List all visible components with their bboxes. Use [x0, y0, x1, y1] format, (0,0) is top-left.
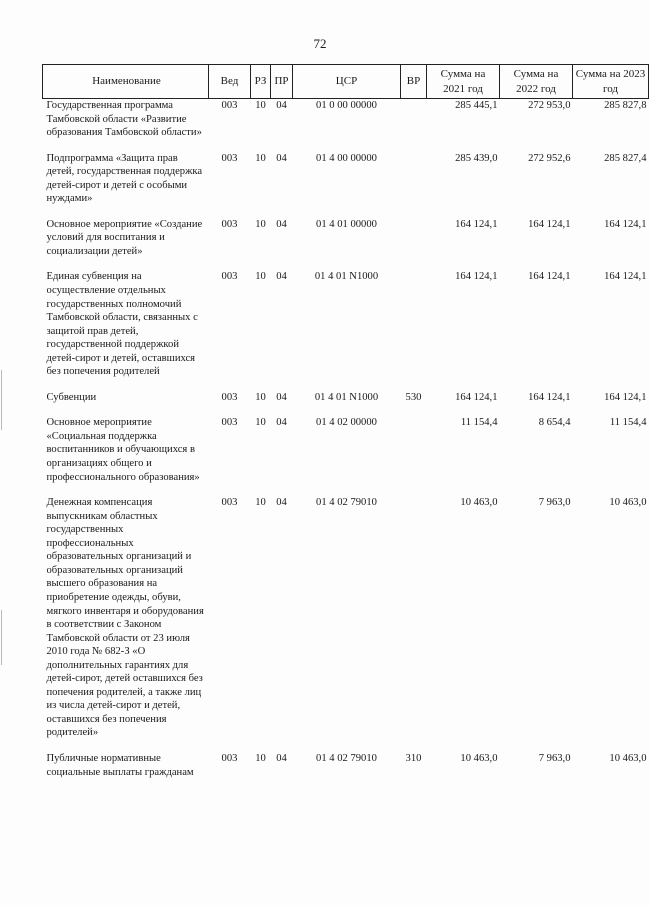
- row-sum-2021: 285 445,1: [455, 100, 498, 111]
- row-sum-2022: 7 963,0: [538, 497, 571, 509]
- row-vr: [401, 270, 427, 390]
- row-rz: 10: [255, 218, 266, 230]
- row-sum-2023: 164 124,1: [604, 391, 647, 403]
- row-sum-2023: 285 827,4: [604, 152, 647, 164]
- row-ved: 003: [221, 417, 238, 429]
- row-csr: 01 4 01 N1000: [314, 391, 379, 403]
- row-vr: 310: [405, 752, 422, 764]
- row-sum-2022: 164 124,1: [528, 218, 571, 230]
- header-sum-2021: Сумма на 2021 год: [427, 65, 500, 99]
- row-sum-2021: 164 124,1: [455, 218, 498, 230]
- table-row: [43, 496, 649, 752]
- row-sum-2021: 10 463,0: [460, 752, 498, 764]
- row-vr: [401, 218, 427, 271]
- table-row: [43, 752, 649, 779]
- row-vr: [401, 99, 427, 152]
- row-name: Субвенции: [46, 391, 97, 403]
- scan-edge-mark: [1, 370, 2, 430]
- row-sum-2023: 11 154,4: [609, 417, 647, 429]
- row-csr: 01 4 02 79010: [316, 497, 377, 509]
- row-sum-2022: 164 124,1: [528, 271, 571, 283]
- row-sum-2021: 11 154,4: [460, 417, 498, 429]
- row-sum-2023: 285 827,8: [604, 100, 647, 111]
- table-row: [43, 218, 649, 271]
- row-sum-2022: 272 953,0: [528, 100, 571, 111]
- row-pr: 04: [276, 100, 287, 111]
- row-csr: 01 4 02 00000: [316, 417, 377, 429]
- row-vr: [401, 416, 427, 496]
- row-name: Государственная программа Тамбовской области «Развитие образования Тамбовской области»: [46, 100, 202, 139]
- row-rz: 10: [255, 100, 266, 111]
- row-csr: 01 4 01 N1000: [314, 271, 379, 283]
- page-number: 72: [313, 36, 327, 51]
- row-ved: 003: [221, 271, 238, 283]
- row-pr: 04: [276, 417, 287, 429]
- row-sum-2021: 164 124,1: [455, 391, 498, 403]
- row-vr: [401, 496, 427, 752]
- row-name: Основное мероприятие «Создание условий для воспитания и социализации детей»: [46, 218, 203, 257]
- table-row: [43, 416, 649, 496]
- row-sum-2021: 164 124,1: [455, 271, 498, 283]
- header-vr: ВР: [401, 65, 427, 99]
- row-pr: 04: [276, 391, 287, 403]
- row-rz: 10: [255, 752, 266, 764]
- row-name: Единая субвенция на осуществление отдельных государственных полномочий Тамбовской области, связанных с защитой прав детей, государственной поддержкой детей-сирот и детей, оставшихся без попечения родителей: [46, 271, 198, 378]
- row-pr: 04: [276, 497, 287, 509]
- row-sum-2023: 164 124,1: [604, 218, 647, 230]
- row-sum-2022: 164 124,1: [528, 391, 571, 403]
- row-ved: 003: [221, 218, 238, 230]
- header-name: Наименование: [43, 65, 209, 99]
- row-name: Основное мероприятие «Социальная поддержка воспитанников и обучающихся в организациях общего и профессионального образования»: [46, 417, 200, 483]
- row-sum-2022: 272 952,6: [528, 152, 571, 164]
- row-rz: 10: [255, 271, 266, 283]
- header-ved: Вед: [209, 65, 251, 99]
- row-rz: 10: [255, 391, 266, 403]
- table-row: [43, 391, 649, 417]
- header-sum-2022: Сумма на 2022 год: [500, 65, 573, 99]
- header-pr: ПР: [271, 65, 293, 99]
- row-pr: 04: [276, 752, 287, 764]
- scan-edge-mark: [1, 610, 2, 665]
- row-sum-2021: 10 463,0: [460, 497, 498, 509]
- row-rz: 10: [255, 152, 266, 164]
- header-csr: ЦСР: [293, 65, 401, 99]
- row-csr: 01 0 00 00000: [316, 100, 377, 111]
- row-vr: [401, 152, 427, 218]
- header-rz: РЗ: [251, 65, 271, 99]
- row-pr: 04: [276, 271, 287, 283]
- row-name: Подпрограмма «Защита прав детей, государственная поддержка детей-сирот и детей с особыми нуждами»: [46, 152, 203, 205]
- budget-table: [42, 64, 649, 779]
- table-row: [43, 99, 649, 152]
- row-ved: 003: [221, 497, 238, 509]
- row-pr: 04: [276, 218, 287, 230]
- row-vr: 530: [405, 391, 422, 403]
- row-pr: 04: [276, 152, 287, 164]
- table-header-row: [43, 65, 649, 99]
- table-row: [43, 270, 649, 390]
- header-sum-2023: Сумма на 2023 год: [573, 65, 649, 99]
- row-name: Публичные нормативные социальные выплаты гражданам: [46, 752, 194, 778]
- row-rz: 10: [255, 497, 266, 509]
- row-sum-2023: 164 124,1: [604, 271, 647, 283]
- row-rz: 10: [255, 417, 266, 429]
- table-row: [43, 152, 649, 218]
- row-csr: 01 4 01 00000: [316, 218, 377, 230]
- row-ved: 003: [221, 152, 238, 164]
- row-sum-2023: 10 463,0: [609, 752, 647, 764]
- row-csr: 01 4 00 00000: [316, 152, 377, 164]
- row-ved: 003: [221, 100, 238, 111]
- row-sum-2021: 285 439,0: [455, 152, 498, 164]
- row-name: Денежная компенсация выпускникам областных государственных профессиональных образовательных организаций и образовательных организаций высшего образования на приобретение одежды, обуви, мягкого инвентаря и оборудования в соответствии с Законом Тамбовской области от 23 июля 2010 года № 682-З «О дополнительных гарантиях для детей-сирот, детей оставшихся без попечения родителей, а также лиц из числа детей-сирот и детей, оставшихся без попечения родителей»: [46, 497, 204, 739]
- row-sum-2023: 10 463,0: [609, 497, 647, 509]
- row-ved: 003: [221, 391, 238, 403]
- row-ved: 003: [221, 752, 238, 764]
- row-sum-2022: 8 654,4: [538, 417, 571, 429]
- row-sum-2022: 7 963,0: [538, 752, 571, 764]
- row-csr: 01 4 02 79010: [316, 752, 377, 764]
